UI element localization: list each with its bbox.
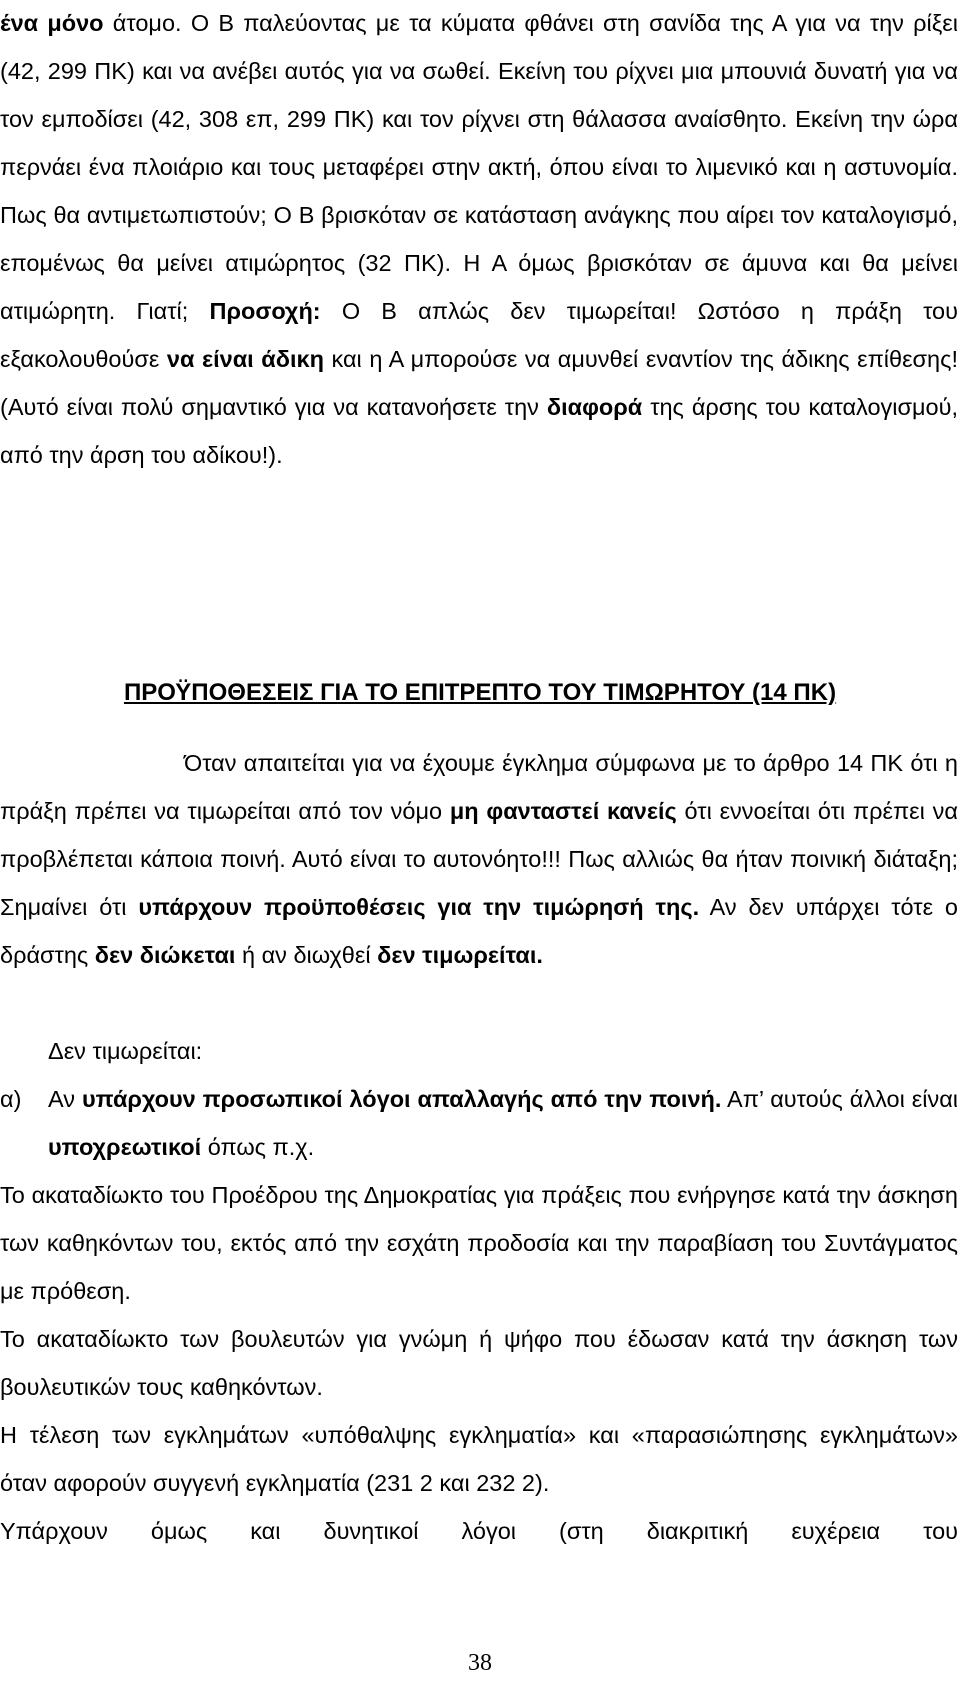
paragraph-mp-immunity: Το ακαταδίωκτο των βουλευτών για γνώμη ή ψήφο που έδωσαν κατά την άσκηση των βουλευτικών τους καθηκόντων. bbox=[0, 1326, 958, 1400]
paragraph-relatives: Η τέλεση των εγκλημάτων «υπόθαλψης εγκληματία» και «παρασιώπησης εγκλημάτων» όταν αφορούν συγγενή εγκληματία (231 2 και 232 2). bbox=[0, 1422, 958, 1496]
subheading-not-punished: Δεν τιμωρείται: bbox=[48, 1038, 203, 1064]
list-item-body: Αν υπάρχουν προσωπικοί λόγοι απαλλαγής από την ποινή. Απ’ αυτούς άλλοι είναι υποχρεωτικοί όπως π.χ. bbox=[48, 1086, 959, 1160]
page-number: 38 bbox=[468, 1650, 492, 1676]
bold-phrase: μη φανταστεί κανείς bbox=[449, 798, 677, 824]
bold-phrase: διαφορά bbox=[546, 394, 643, 420]
bold-phrase: δεν διώκεται bbox=[94, 942, 236, 968]
paragraph-example-conclusion: ένα μόνο άτομο. Ο Β παλεύοντας με τα κύματα φθάνει στη σανίδα της Α για να την ρίξει (42, 299 ΠΚ) και να ανέβει αυτός για να σωθεί. Εκείνη του ρίχνει μια μπουνιά δυνατή για να τον εμποδίσει (42, 308 επ, 299 ΠΚ) και τον ρίχνει στη θάλασσα αναίσθητο. Εκείνη την ώρα περνάει ένα πλοιάριο και τους μεταφέρει στην ακτή, όπου είναι το λιμενικό και η αστυνομία. Πως θα αντιμετωπιστούν; Ο Β βρισκόταν σε κατάσταση ανάγκης που αίρει τον καταλογισμό, επομένως θα μείνει ατιμώρητος (32 ΠΚ). Η Α όμως βρισκόταν σε άμυνα και θα μείνει ατιμώρητη. Γιατί; Προσοχή: Ο Β απλώς δεν τιμωρείται! Ωστόσο η πράξη του εξακολουθούσε να είναι άδικη και η Α μπορούσε να αμυνθεί εναντίον της άδικης επίθεσης! (Αυτό είναι πολύ σημαντικό για να κατανοήσετε την διαφορά της άρσης του καταλογισμού, από την άρση του αδίκου!). bbox=[0, 10, 958, 468]
list-item-a bbox=[0, 1075, 958, 1171]
list-item-label: α) bbox=[0, 1086, 22, 1112]
paragraph-article-14: Όταν απαιτείται για να έχουμε έγκλημα σύμφωνα με το άρθρο 14 ΠΚ ότι η πράξη πρέπει να τιμωρείται από τον νόμο μη φανταστεί κανείς ότι εννοείται ότι πρέπει να προβλέπεται κάποια ποινή. Αυτό είναι το αυτονόητο!!! Πως αλλιώς θα ήταν ποινική διάταξη; Σημαίνει ότι υπάρχουν προϋποθέσεις για την τιμώρησή της. Αν δεν υπάρχει τότε ο δράστης δεν διώκεται ή αν διωχθεί δεν τιμωρείται. bbox=[0, 750, 958, 968]
bold-phrase: δεν τιμωρείται. bbox=[377, 942, 543, 968]
bold-phrase: να είναι άδικη bbox=[166, 346, 324, 372]
bold-phrase: ένα μόνο bbox=[0, 10, 104, 36]
section-heading: ΠΡΟΫΠΟΘΕΣΕΙΣ ΓΙΑ ΤΟ ΕΠΙΤΡΕΠΤΟ ΤΟΥ ΤΙΜΩΡΗΤΟΥ (14 ΠΚ) bbox=[123, 679, 837, 706]
bold-phrase: υπάρχουν προσωπικοί λόγοι απαλλαγής από την ποινή. bbox=[81, 1086, 722, 1112]
bold-phrase: Προσοχή: bbox=[209, 298, 321, 324]
bold-phrase: υπάρχουν προϋποθέσεις για την τιμώρησή της. bbox=[138, 894, 700, 920]
paragraph-president-immunity: Το ακαταδίωκτο του Προέδρου της Δημοκρατίας για πράξεις που ενήργησε κατά την άσκηση των καθηκόντων του, εκτός από την εσχάτη προδοσία και την παραβίαση του Συντάγματος με πρόθεση. bbox=[0, 1182, 958, 1304]
paragraph-optional-reasons: Υπάρχουν όμως και δυνητικοί λόγοι (στη διακριτική ευχέρεια του bbox=[0, 1518, 958, 1544]
bold-phrase: υποχρεωτικοί bbox=[48, 1134, 202, 1160]
